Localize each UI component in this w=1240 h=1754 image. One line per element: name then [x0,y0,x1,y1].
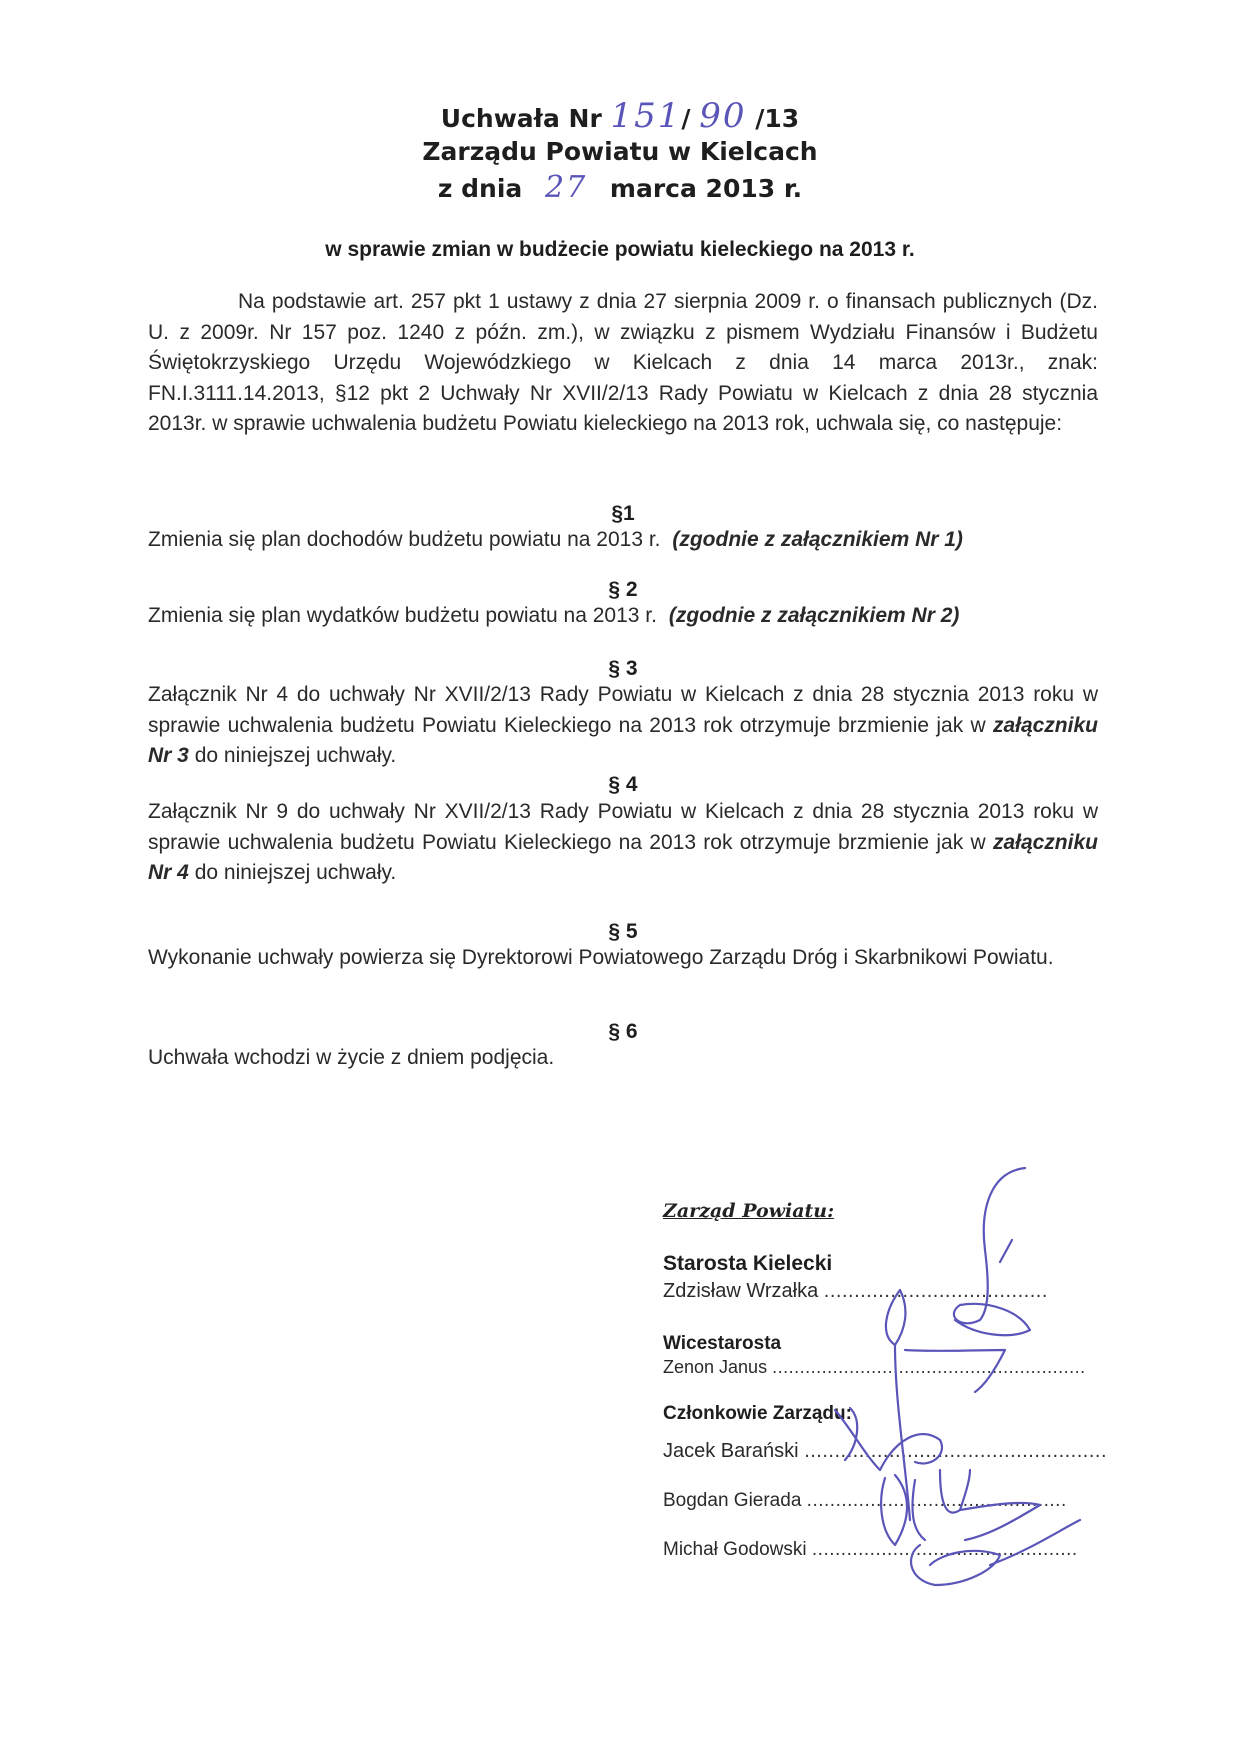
signature-dots: .................................................. [804,1440,1108,1462]
date-prefix: z dnia [437,174,523,203]
section-4-ref: załączniku Nr 4 [148,830,1098,884]
member-2-name: Bogdan Gierada [663,1490,802,1511]
wicestarosta-role: Wicestarosta [663,1333,782,1354]
date-suffix: marca 2013 r. [609,174,803,203]
signature-dots: ..................................... [823,1280,1048,1302]
resolution-subject: w sprawie zmian w budżecie powiatu kieleckiego na 2013 r. [325,238,915,261]
preamble: Na podstawie art. 257 pkt 1 ustawy z dnia 27 sierpnia 2009 r. o finansach publicznych (Dz. U. z 2009r. Nr 157 poz. 1240 z późn. zm.), w związku z pismem Wydziału Finansów i Budżetu Świętokrzyskiego Urzędu Wojewódzkiego w Kielcach z dnia 14 marca 2013r., znak: FN.I.3111.14.2013, §12 pkt 2 Uchwały Nr XVII/2/13 Rady Powiatu w Kielcach z dnia 28 stycznia 2013r. w sprawie uchwalenia budżetu Powiatu kieleckiego na 2013 rok, uchwala się, co następuje: [148,290,1098,435]
section-4-mark: § 4 [608,773,638,796]
member-3-name: Michał Godowski [663,1539,807,1560]
signature-dots: ............................................. [806,1490,1067,1511]
section-5-text: Wykonanie uchwały powierza się Dyrektorowi Powiatowego Zarządu Dróg i Skarbnikowi Powiatu. [148,946,1054,969]
section-1-mark: §1 [611,502,635,525]
signature-gierada [881,1470,1040,1545]
resolution-prefix: Uchwała Nr [440,104,602,133]
handwritten-number-2: 90 [699,96,747,136]
signature-wicestarosta [886,1290,1005,1520]
member-1-name: Jacek Barański [663,1440,799,1462]
signature-dots: ......................................................... [772,1357,1086,1377]
section-4-tail: do niniejszej uchwały. [194,861,397,884]
board-title: Zarząd Powiatu: [663,1200,835,1222]
section-2-body: Zmienia się plan wydatków budżetu powiatu na 2013 r. [148,604,657,627]
members-role: Członkowie Zarządu: [663,1403,852,1424]
number-suffix: /13 [755,104,800,133]
section-6-mark: § 6 [608,1020,638,1043]
section-1-ref: (zgodnie z załącznikiem Nr 1) [672,528,963,551]
signature-starosta [954,1168,1030,1335]
section-4-body: Załącznik Nr 9 do uchwały Nr XVII/2/13 Rady Powiatu w Kielcach z dnia 28 stycznia 2013 roku w sprawie uchwalenia budżetu Powiatu Kieleckiego na 2013 rok otrzymuje brzmienie jak w [148,800,1098,854]
handwritten-day: 27 [545,170,588,205]
starosta-name: Zdzisław Wrzałka [663,1280,819,1302]
signature-baranski [835,1408,942,1470]
number-separator: / [681,104,691,133]
section-6-text: Uchwała wchodzi w życie z dniem podjęcia. [148,1046,555,1069]
section-3-body: Załącznik Nr 4 do uchwały Nr XVII/2/13 Rady Powiatu w Kielcach z dnia 28 stycznia 2013 roku w sprawie uchwalenia budżetu Powiatu Kieleckiego na 2013 rok otrzymuje brzmienie jak w [148,683,1098,737]
section-2-mark: § 2 [608,578,638,601]
section-3-ref: załączniku Nr 3 [148,713,1098,767]
issuing-body: Zarządu Powiatu w Kielcach [422,137,818,166]
section-1-body: Zmienia się plan dochodów budżetu powiatu na 2013 r. [148,528,661,551]
starosta-role: Starosta Kielecki [663,1252,833,1275]
signature-dots: .............................................. [811,1539,1078,1560]
wicestarosta-name: Zenon Janus [663,1357,768,1377]
section-2-ref: (zgodnie z załącznikiem Nr 2) [668,604,960,627]
section-5-mark: § 5 [608,920,638,943]
section-3-mark: § 3 [608,657,638,680]
handwritten-number-1: 151 [610,96,682,136]
section-3-tail: do niniejszej uchwały. [194,744,397,767]
